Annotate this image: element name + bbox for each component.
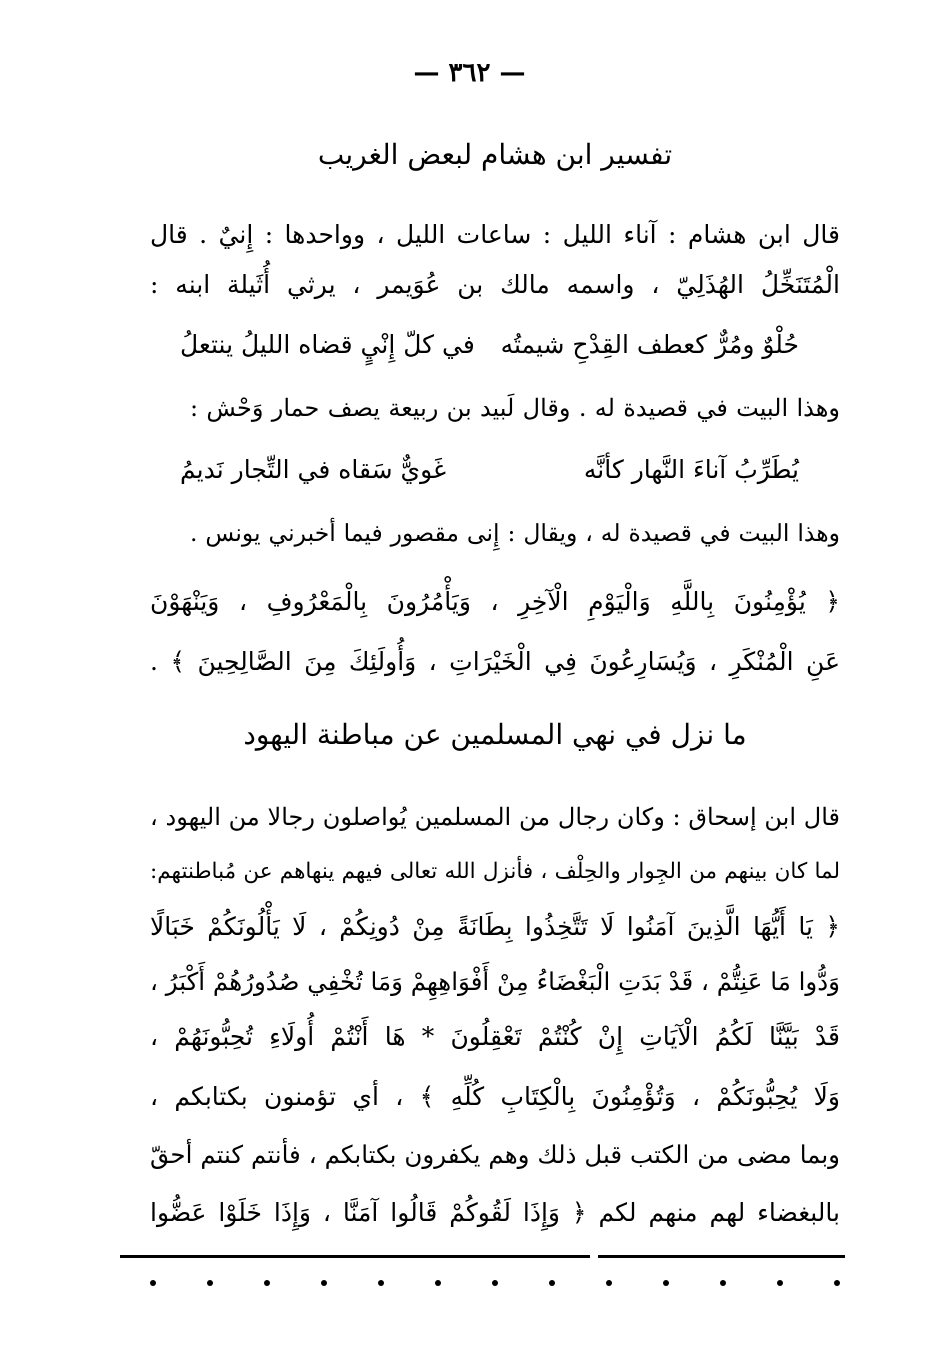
- footer-dot: [492, 1280, 498, 1286]
- footer-dot: [777, 1280, 783, 1286]
- footer-dot: [150, 1280, 156, 1286]
- text-line: وهذا البيت في قصيدة له ، ويقال : إِنى مقصور فيما أخبرني يونس .: [190, 519, 840, 547]
- section-heading-revelation: ما نزل في نهي المسلمين عن مباطنة اليهود: [243, 718, 747, 751]
- footer-rule-left: [120, 1255, 590, 1258]
- footer-dot: [264, 1280, 270, 1286]
- text-line: قال ابن إسحاق : وكان رجال من المسلمين يُواصلون رجالا من اليهود ،: [150, 803, 840, 831]
- quran-verse-line: وَدُّوا مَا عَنِتُّمْ ، قَدْ بَدَتِ الْبَغْضَاءُ مِنْ أَفْوَاهِهِمْ وَمَا تُخْفِي صُدُورُهُمْ أَكْبَرُ ،: [150, 967, 840, 996]
- footer-dot: [720, 1280, 726, 1286]
- footer-dots: [150, 1280, 840, 1286]
- quran-verse-line: وَلَا يُحِبُّونَكُمْ ، وَتُؤْمِنُونَ بِالْكِتَابِ كُلِّهِ ﴾ ، أي تؤمنون بكتابكم ،: [150, 1082, 840, 1111]
- text-line: قال ابن هشام : آناء الليل : ساعات الليل ، وواحدها : إِنيٌ . قال: [150, 220, 840, 249]
- verse-hemistich-left: في كلّ إِنْيٍ قضاه الليلُ ينتعلُ: [180, 330, 475, 359]
- quran-verse-line: ﴿ يُؤْمِنُونَ بِاللَّهِ وَالْيَوْمِ الْآخِرِ ، وَيَأْمُرُونَ بِالْمَعْرُوفِ ، وَيَنْهَوْنَ: [150, 587, 840, 616]
- text-line: بالبغضاء لهم منهم لكم ﴿ وَإِذَا لَقُوكُمْ قَالُوا آمَنَّا ، وَإِذَا خَلَوْا عَضُّوا: [150, 1198, 840, 1227]
- footer-dot: [435, 1280, 441, 1286]
- text-line: لما كان بينهم من الجِوار والحِلْف ، فأنزل الله تعالى فيهم ينهاهم عن مُباطنتهم:: [150, 859, 840, 884]
- verse-hemistich-right: حُلْوٌ ومُرٌّ كعطف القِدْحِ شيمتُه: [500, 330, 799, 359]
- text-line: الْمُتَنَخِّلُ الهُذَلِيّ ، واسمه مالك بن عُوَيمر ، يرثي أُثَيلة ابنه :: [150, 270, 840, 299]
- footer-dot: [663, 1280, 669, 1286]
- quran-verse-line: عَنِ الْمُنْكَرِ ، وَيُسَارِعُونَ فِي الْخَيْرَاتِ ، وَأُولَئِكَ مِنَ الصَّالِحِينَ ﴾ .: [150, 647, 840, 676]
- footer-dot: [321, 1280, 327, 1286]
- section-heading-tafsir: تفسير ابن هشام لبعض الغريب: [317, 138, 673, 171]
- page-number: — ٣٦٢ —: [413, 58, 526, 88]
- footer-dot: [378, 1280, 384, 1286]
- footer-dot: [834, 1280, 840, 1286]
- footer-dot: [549, 1280, 555, 1286]
- footer-dot: [207, 1280, 213, 1286]
- footer-dot: [606, 1280, 612, 1286]
- quran-verse-line: قَدْ بَيَّنَّا لَكُمُ الْآيَاتِ إِنْ كُنْتُمْ تَعْقِلُونَ * هَا أَنْتُمْ أُولَاءِ تُحِبُّونَهُمْ ،: [150, 1022, 840, 1051]
- verse-hemistich-left: غَويٌّ سَقاه في التِّجار نَديمُ: [180, 455, 447, 484]
- text-line: وهذا البيت في قصيدة له . وقال لَبيد بن ربيعة يصف حمار وَحْش :: [190, 394, 840, 422]
- text-line: وبما مضى من الكتب قبل ذلك وهم يكفرون بكتابكم ، فأنتم كنتم أحقّ: [150, 1140, 840, 1169]
- footer-rule-right: [598, 1255, 845, 1258]
- quran-verse-line: ﴿ يَا أَيُّهَا الَّذِينَ آمَنُوا لَا تَتَّخِذُوا بِطَانَةً مِنْ دُونِكُمْ ، لَا يَأْلُونَكُمْ خَبَالًا: [150, 912, 840, 941]
- verse-hemistich-right: يُطَرِّبُ آناءَ النَّهار كأنَّه: [583, 455, 799, 484]
